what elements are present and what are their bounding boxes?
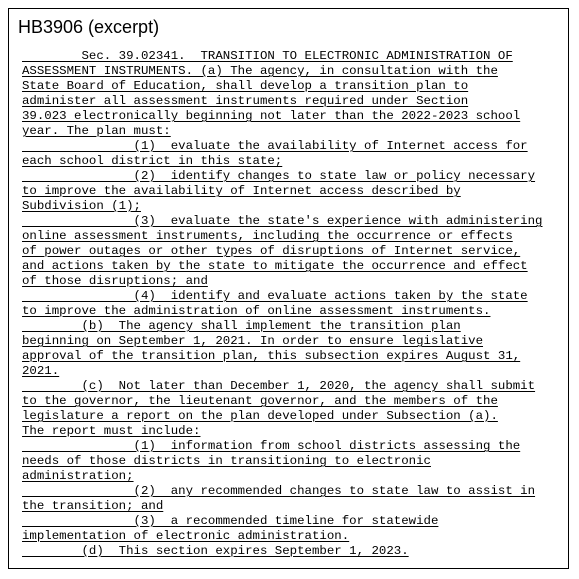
- bill-line: needs of those districts in transitioning to electronic: [22, 454, 431, 468]
- bill-line: Sec. 39.02341. TRANSITION TO ELECTRONIC ADMINISTRATION OF: [22, 49, 513, 63]
- bill-line: each school district in this state;: [22, 154, 283, 168]
- bill-line: and actions taken by the state to mitigate the occurrence and effect: [22, 259, 528, 273]
- bill-line: the transition; and: [22, 499, 164, 513]
- bill-line: of power outages or other types of disruptions of Internet service,: [22, 244, 521, 258]
- bill-line: to improve the administration of online assessment instruments.: [22, 304, 491, 318]
- bill-line: (2) identify changes to state law or policy necessary: [22, 169, 536, 183]
- bill-line: (1) evaluate the availability of Internet access for: [22, 139, 528, 153]
- bill-line: to the governor, the lieutenant governor, and the members of the: [22, 394, 498, 408]
- bill-line: beginning on September 1, 2021. In order to ensure legislative: [22, 334, 484, 348]
- bill-line: to improve the availability of Internet access described by: [22, 184, 461, 198]
- bill-line: ASSESSMENT INSTRUMENTS. (a) The agency, in consultation with the: [22, 64, 498, 78]
- bill-line: State Board of Education, shall develop a transition plan to: [22, 79, 469, 93]
- bill-line: (2) any recommended changes to state law to assist in: [22, 484, 536, 498]
- bill-line: 39.023 electronically beginning not later than the 2022-2023 school: [22, 109, 521, 123]
- document-heading: HB3906 (excerpt): [18, 17, 160, 37]
- bill-line: (3) evaluate the state's experience with administering: [22, 214, 543, 228]
- bill-line: administration;: [22, 469, 134, 483]
- bill-line: (1) information from school districts assessing the: [22, 439, 521, 453]
- bill-line: Subdivision (1);: [22, 199, 141, 213]
- bill-line: (4) identify and evaluate actions taken by the state: [22, 289, 528, 303]
- bill-line: implementation of electronic administration.: [22, 529, 350, 543]
- bill-line: year. The plan must:: [22, 124, 171, 138]
- bill-line: (b) The agency shall implement the transition plan: [22, 319, 461, 333]
- bill-line: (c) Not later than December 1, 2020, the agency shall submit: [22, 379, 536, 393]
- bill-line: The report must include:: [22, 424, 201, 438]
- bill-line: administer all assessment instruments required under Section: [22, 94, 469, 108]
- bill-line: 2021.: [22, 364, 60, 378]
- bill-text: [22, 49, 567, 559]
- bill-line: of those disruptions; and: [22, 274, 208, 288]
- bill-line: (d) This section expires September 1, 2023.: [22, 544, 409, 558]
- bill-line: legislature a report on the plan developed under Subsection (a).: [22, 409, 498, 423]
- bill-line: (3) a recommended timeline for statewide: [22, 514, 439, 528]
- bill-line: online assessment instruments, including the occurrence or effects: [22, 229, 513, 243]
- bill-line: approval of the transition plan, this subsection expires August 31,: [22, 349, 521, 363]
